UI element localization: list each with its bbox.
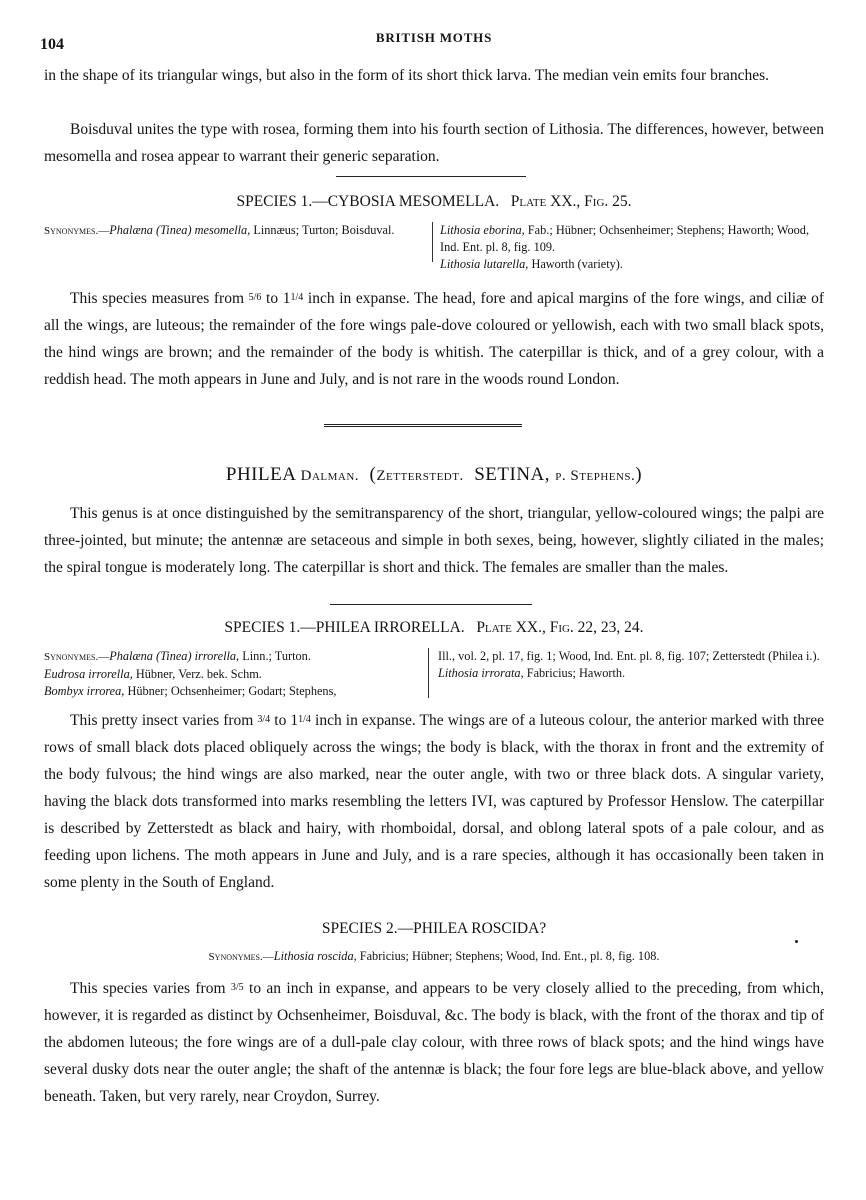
description-genus: This genus is at once distinguished by the semitransparency of the short, triangular, yellow-coloured wings; the palpi are three-jointed, but minute; the antennæ are setaceous and simple in both sexes, being, however, slightly ciliated in the males; the spiral tongue is moderately long. The caterpillar is short and thick. The females are smaller than the males. xyxy=(44,505,824,576)
synonyms-label: Synonymes.— xyxy=(208,951,274,963)
species-heading-roscida: SPECIES 2.—PHILEA ROSCIDA? xyxy=(321,920,547,937)
paragraph-boisduval: Boisduval unites the type with rosea, forming them into his fourth section of Lithosia. The differences, however, between mesomella and rosea appear to warrant their generic separation. xyxy=(44,121,824,165)
fraction: 3/5 xyxy=(230,982,244,993)
synonyms-label: Synonymes.— xyxy=(44,651,110,663)
ink-speck xyxy=(795,940,798,943)
synonyms-irrorella-right: Ill., vol. 2, pl. 17, fig. 1; Wood, Ind. Ent. pl. 8, fig. 107; Zetterstedt (Philea i.). Lithosia irrorata, Fabricius; Haworth. xyxy=(438,649,820,680)
description-irrorella: This pretty insect varies from 3/4 to 11/4 inch in expanse. The wings are of a luteous colour, the anterior marked with three rows of small black dots placed obliquely across the wings; the body is black, with the thorax in front and the extremity of the body fulvous; the hind wings are also marked, near the outer angle, with two or three black dots. A singular variety, having the black dots transformed into marks resembling the letters IVI, was captured by Professor Henslow. The caterpillar is described by Zetterstedt as black and hairy, with rhomboidal, dorsal, and oblong lateral spots of a pale colour, and as feeding upon lichens. The moth appears in June and July, and is a rare species, although it has occasionally been taken in some plenty in the South of England. xyxy=(44,712,824,891)
double-rule-divider xyxy=(324,424,522,427)
page-number: 104 xyxy=(40,36,64,53)
synonyms-roscida: Synonymes.—Lithosia roscida, Fabricius; Hübner; Stephens; Wood, Ind. Ent., pl. 8, fig. 108. xyxy=(208,949,660,963)
section-divider xyxy=(336,176,526,177)
plate-reference: Plate XX., Fig. 25. xyxy=(510,193,632,210)
genus-author: Dalman. xyxy=(300,468,360,484)
species-title: SPECIES 1.—PHILEA IRRORELLA. xyxy=(224,619,465,636)
description-roscida: This species varies from 3/5 to an inch in expanse, and appears to be very closely allied to the preceding, from which, however, it is regarded as distinct by Ochsenheimer, Boisduval, &c. The body is black, with the front of the thorax and tip of the abdomen luteous; the fore wings are of a dull-pale clay colour, with three rows of black spots; and the hind wings have several dusky dots near the outer angle; the shaft of the antennæ is black; the four fore legs are blue-black above, and yellow beneath. Taken, but very rarely, near Croydon, Surrey. xyxy=(44,980,824,1105)
genus-alt-author: p. Stephens. xyxy=(555,468,636,484)
plate-reference: Plate XX., Fig. 22, 23, 24. xyxy=(476,619,644,636)
description-mesomella: This species measures from 5/6 to 11/4 inch in expanse. The head, fore and apical margins of the fore wings, and ciliæ of all the wings, are luteous; the remainder of the fore wings pale-dove coloured or yellowish, each with two small black spots, the hind wings are brown; and the remainder of the body is whitish. The caterpillar is thick, and of a grey colour, with a reddish head. The moth appears in June and July, and is not rare in the woods round London. xyxy=(44,290,824,388)
fraction: 1/4 xyxy=(290,292,304,303)
genus-alt-name: SETINA, xyxy=(474,464,551,485)
fraction: 5/6 xyxy=(248,292,262,303)
synonyms-mesomella-left: Synonymes.—Phalæna (Tinea) mesomella, Linnæus; Turton; Boisduval. xyxy=(44,223,395,237)
fraction: 3/4 xyxy=(257,714,271,725)
synonyms-mesomella-right: Lithosia eborina, Fab.; Hübner; Ochsenheimer; Stephens; Haworth; Wood, Ind. Ent. pl. 8, fig. 109. Lithosia lutarella, Haworth (variety). xyxy=(440,223,810,271)
section-divider xyxy=(330,604,532,605)
paragraph-intro: in the shape of its triangular wings, but also in the form of its short thick larva. The median vein emits four branches. xyxy=(44,67,770,84)
species-heading-irrorella xyxy=(44,619,824,637)
species-title: SPECIES 1.—CYBOSIA MESOMELLA. xyxy=(236,193,500,210)
synonyms-divider xyxy=(432,222,433,262)
species-heading-mesomella xyxy=(44,193,824,211)
synonyms-label: Synonymes.— xyxy=(44,225,110,237)
fraction: 1/4 xyxy=(298,714,311,725)
page-header xyxy=(40,30,828,52)
genus-author-2: Zetterstedt. xyxy=(376,468,464,484)
genus-name: PHILEA xyxy=(225,464,296,485)
genus-heading: PHILEA Dalman. (Zetterstedt. SETINA, p. Stephens.) xyxy=(225,464,643,485)
running-head: BRITISH MOTHS xyxy=(375,30,493,45)
synonyms-irrorella-left: Synonymes.—Phalæna (Tinea) irrorella, Linn.; Turton. Eudrosa irrorella, Hübner, Verz. bek. Schm. Bombyx irrorea, Hübner; Ochsenheimer; Godart; Stephens, xyxy=(44,649,337,698)
synonyms-divider xyxy=(428,648,429,698)
